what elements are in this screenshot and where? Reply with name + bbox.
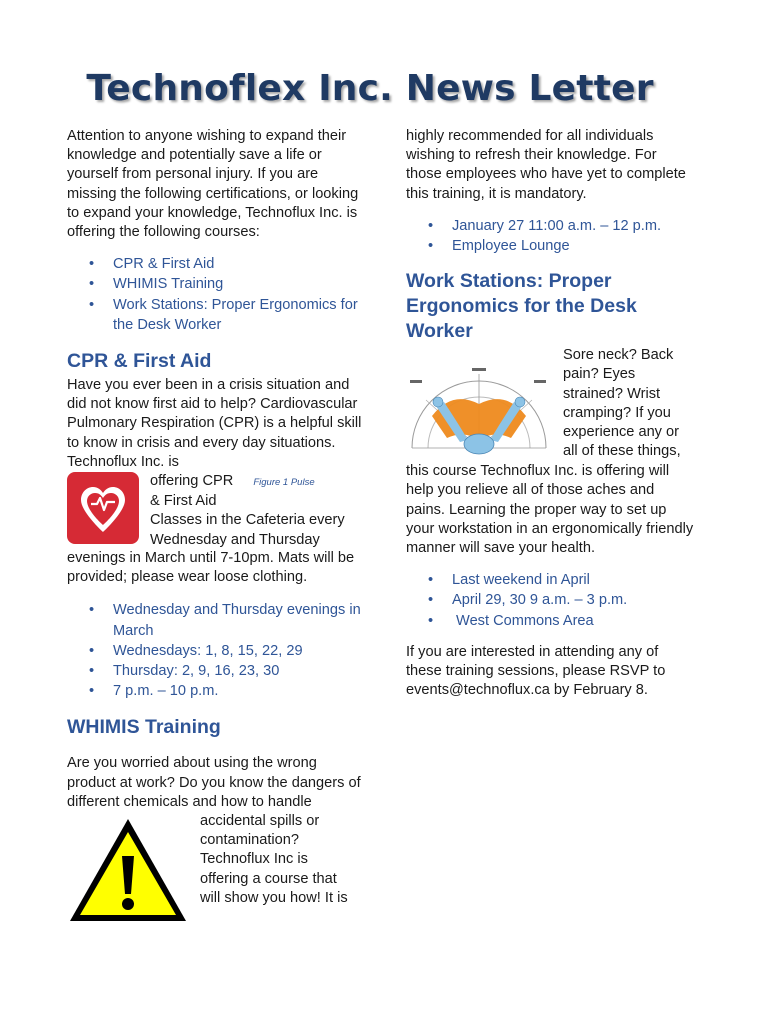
cpr-paragraph: Have you ever been in a crisis situation and did not know first aid to help? Cardiovascular Pulmonary Respiration (CPR) is a helpful skill to know in crisis and every day situations. Technoflux Inc. is (67, 377, 362, 470)
figure-caption: Figure 1 Pulse (253, 477, 315, 489)
list-item: • Work Stations: Proper Ergonomics for the Desk Worker (113, 295, 367, 335)
ergo-wrap (406, 346, 696, 462)
rsvp-paragraph: If you are interested in attending any of these training sessions, please RSVP to events@technoflux.ca by February 8. (406, 643, 666, 699)
list-item: • Employee Lounge (452, 236, 696, 256)
ergo-wrap-line: experience any or (563, 424, 680, 441)
list-item: • Thursday: 2, 9, 16, 23, 30 (113, 661, 367, 681)
intro-paragraph: Attention to anyone wishing to expand their knowledge and potentially save a life or yourself from personal injury. If you are missing the following certifications, or looking to expand your knowledge, Technoflux Inc. is offering the following courses: (67, 128, 359, 241)
whimis-wrap-line: Technoflux Inc is (200, 851, 308, 868)
cpr-wrap-line: & First Aid (150, 493, 217, 510)
whimis-wrap-line: will show you how! It is (200, 889, 348, 906)
list-item: • Wednesday and Thursday evenings in March (113, 600, 367, 640)
whimis-paragraph: Are you worried about using the wrong product at work? Do you know the dangers of different chemicals and how to handle (67, 755, 361, 810)
cpr-schedule-list (67, 600, 367, 701)
list-item: • January 27 11:00 a.m. – 12 p.m. (452, 216, 696, 236)
cpr-wrap-line: Wednesday and Thursday (150, 531, 320, 548)
whimis-schedule-list (406, 216, 696, 256)
ergo-wrap-line: Sore neck? Back (563, 347, 674, 364)
whimis-wrap-line: contamination? (200, 832, 299, 849)
page-title: Technoflex Inc. News Letter (86, 68, 654, 109)
whimis-paragraph-2: highly recommended for all individuals wishing to refresh their knowledge. For those employees who have yet to complete this training, it is mandatory. (406, 128, 686, 202)
list-item: • West Commons Area (452, 611, 696, 631)
list-item: • April 29, 30 9 a.m. – 3 p.m. (452, 590, 696, 610)
course-list (67, 254, 367, 335)
ergo-wrap-line: all of these things, (563, 443, 681, 460)
whimis-wrap (67, 812, 367, 912)
warning-icon (67, 816, 189, 930)
list-item: • WHIMIS Training (113, 274, 367, 294)
cpr-wrap-line: Classes in the Cafeteria every (150, 512, 345, 529)
cpr-paragraph-2: evenings in March until 7-10pm. Mats will be provided; please wear loose clothing. (67, 550, 355, 586)
list-item: • 7 p.m. – 10 p.m. (113, 681, 367, 701)
whimis-heading: WHIMIS Training (67, 716, 221, 739)
list-item: • Wednesdays: 1, 8, 15, 22, 29 (113, 641, 367, 661)
ergo-wrap-line: strained? Wrist (563, 385, 661, 402)
list-item: • CPR & First Aid (113, 254, 367, 274)
ergo-heading: Work Stations: Proper Ergonomics for the Desk Worker (406, 270, 637, 343)
ergo-paragraph: this course Technoflux Inc. is offering will help you relieve all of those aches and pains. Learning the proper way to set up your workstation in an ergonomically friendly manner will save your health. (406, 463, 694, 557)
right-column (406, 127, 696, 700)
ergo-wrap-line: cramping? If you (563, 404, 671, 421)
ergo-schedule-list (406, 570, 696, 631)
cpr-heading: CPR & First Aid (67, 350, 212, 373)
ergo-wrap-line: pain? Eyes (563, 366, 636, 383)
ergonomics-diagram (406, 360, 552, 464)
list-item: • Last weekend in April (452, 570, 696, 590)
heart-pulse-icon (67, 472, 139, 544)
cpr-wrap (67, 472, 367, 549)
cpr-wrap-line: offering CPR (150, 473, 234, 490)
whimis-wrap-line: accidental spills or (200, 813, 320, 830)
left-column (67, 127, 367, 912)
whimis-wrap-line: offering a course that (200, 870, 337, 887)
